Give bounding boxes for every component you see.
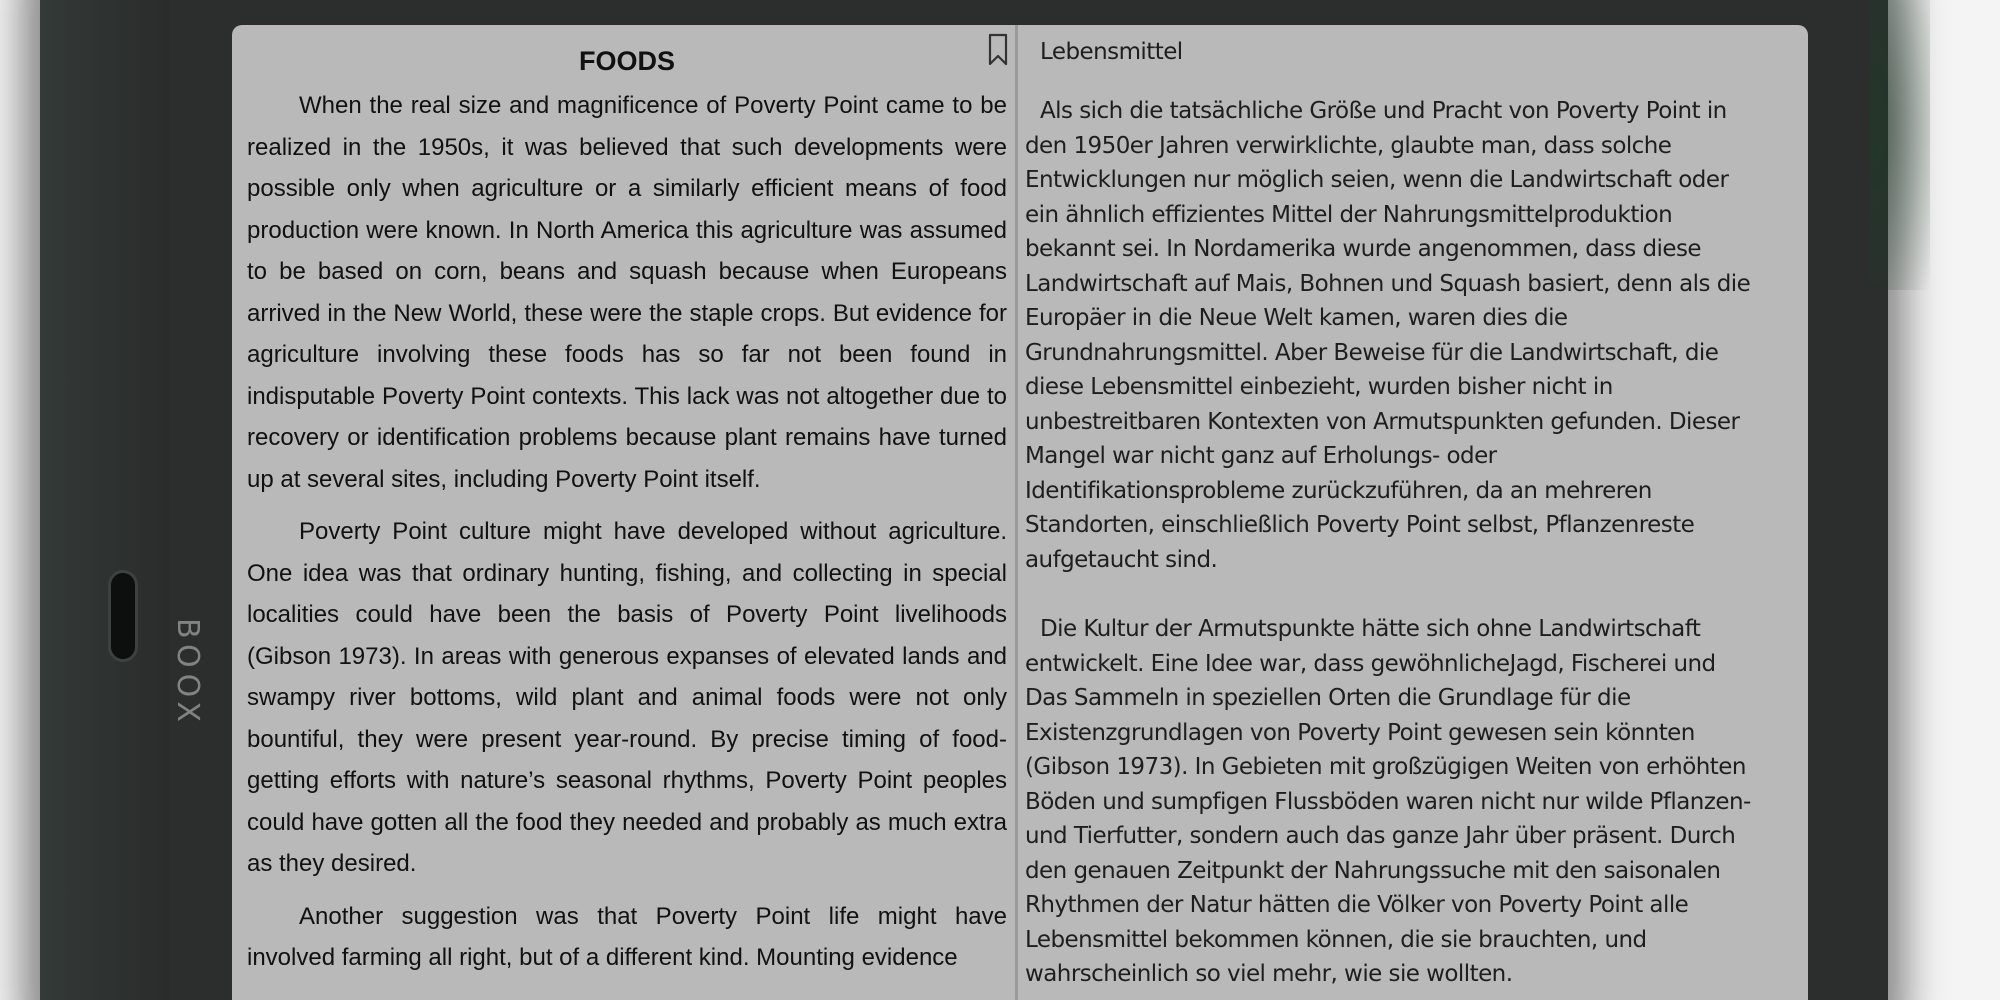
device-bezel-edge bbox=[40, 0, 170, 1000]
paragraph: Another suggestion was that Poverty Point life might have involved farming all right, but of a different kind. Mounting evidence bbox=[247, 902, 1007, 971]
chapter-title: FOODS bbox=[578, 46, 675, 76]
page-divider[interactable] bbox=[1015, 25, 1018, 1000]
device-reflection bbox=[1870, 0, 1930, 290]
paragraph: Als sich die tatsächliche Größe und Pracht von Poverty Point in den 1950er Jahren verwirklichte, glaubte man, dass solche Entwicklungen nur möglich seien, wenn die Landwirtschaft oder ein ähnlich effizientes Mittel der Nahrungsmittelproduktion bekannt sei. In Nordamerika wurde angenommen, dass diese Landwirtschaft auf Mais, Bohnen und Squash basiert, denn als die Europäer in die Neue Welt kamen, waren dies die Grundnahrungsmittel. Aber Beweise für die Landwirtschaft, die diese Lebensmittel einbezieht, wurden bisher nicht in unbestreitbaren Kontexten von Armutspunkten gefunden. Dieser Mangel war nicht ganz auf Erholungs- oder Identifikationsprobleme zurückzuführen, da an mehreren Standorten, einschließlich Poverty Point selbst, Pflanzenreste aufgetaucht sind. bbox=[1025, 98, 1751, 573]
paragraph: Poverty Point culture might have developed without agriculture. One idea was that ordinary hunting, fishing, and collecting in special localities could have been the basis of Poverty Point livelihoods (Gibson 1973). In areas with generous expanses of elevated lands and swampy river bottoms, wild plant and animal foods were not only bountiful, they were present year-round. By precise timing of food-getting efforts with nature’s seasonal rhythms, Poverty Point peoples could have gotten all the food they needed and probably as much extra as they desired. bbox=[247, 518, 1007, 877]
translation-page[interactable] bbox=[1025, 25, 1805, 1000]
bookmark-icon[interactable] bbox=[987, 33, 1009, 67]
page-turn-button[interactable] bbox=[108, 570, 138, 662]
paragraph: When the real size and magnificence of Poverty Point came to be realized in the 1950s, it was believed that such developments were possible only when agriculture or a similarly efficient means of food production were known. In North America this agriculture was assumed to be based on corn, beans and squash because when Europeans arrived in the New World, these were the staple crops. But evidence for agriculture involving these foods has so far not been found in indisputable Poverty Point contexts. This lack was not altogether due to recovery or identification problems because plant remains have turned up at several sites, including Poverty Point itself. bbox=[247, 92, 1007, 493]
reader-screen[interactable] bbox=[232, 25, 1808, 1000]
paragraph: Die Kultur der Armutspunkte hätte sich ohne Landwirtschaft entwickelt. Eine Idee war, dass gewöhnlicheJagd, Fischerei und Das Sammeln in speziellen Orten die Grundlage für die Existenzgrundlagen von Poverty Point gewesen sein könnten (Gibson 1973). In Gebieten mit großzügigen Weiten von erhöhten Böden und sumpfigen Flussböden waren nicht nur wilde Pflanzen- und Tierfutter, sondern auch das ganze Jahr über präsent. Durch den genauen Zeitpunkt der Nahrungssuche mit den saisonalen Rhythmen der Natur hätten die Völker von Poverty Point alle Lebensmittel bekommen können, die sie brauchten, und wahrscheinlich so viel mehr, wie sie wollten. bbox=[1025, 616, 1751, 987]
brand-logo: BOOX bbox=[170, 618, 205, 728]
translation-title: Lebensmittel bbox=[1040, 39, 1183, 65]
original-text-page[interactable] bbox=[247, 25, 1007, 1000]
